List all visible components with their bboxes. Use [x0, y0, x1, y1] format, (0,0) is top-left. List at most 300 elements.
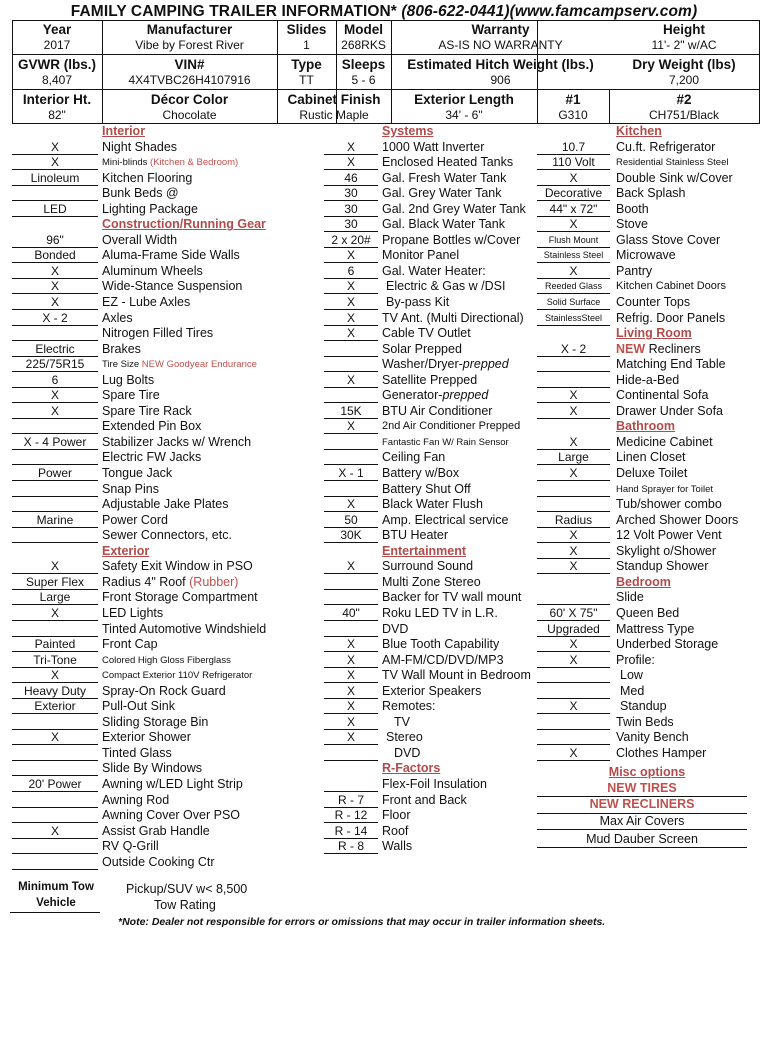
- type-label: Type: [291, 57, 322, 72]
- feature-label-highlight: (Kitchen & Bedroom): [150, 157, 239, 169]
- feature-label-text: Med: [620, 683, 645, 698]
- feature-value: Marine: [12, 513, 98, 528]
- feature-label: [616, 357, 726, 372]
- feature-label-text: Electric & Gas w /DSI: [386, 279, 506, 294]
- section-heading: Kitchen: [616, 124, 662, 138]
- feature-value: Linoleum: [12, 171, 98, 186]
- feature-label: [102, 140, 177, 155]
- feature-value: [12, 326, 98, 341]
- feature-label-text: Spare Tire: [102, 388, 160, 403]
- feature-label: [102, 404, 192, 419]
- section-heading: Bathroom: [616, 419, 676, 434]
- feature-value: X: [324, 279, 378, 294]
- feature-label: [616, 217, 648, 232]
- feature-label: [616, 637, 718, 652]
- feature-value: X: [537, 746, 610, 761]
- feature-label-text: Continental Sofa: [616, 388, 709, 403]
- feature-value: [324, 450, 378, 465]
- feature-label-text: Awning Rod: [102, 792, 170, 807]
- feature-value: Painted: [12, 637, 98, 652]
- feature-label-text: Deluxe Toilet: [616, 466, 688, 481]
- feature-value: [324, 342, 378, 357]
- feature-label: [382, 497, 483, 512]
- feature-label: [102, 373, 154, 388]
- feature-label-text: Flex-Foil Insulation: [382, 776, 487, 791]
- manufacturer-value: Vibe by Forest River: [135, 39, 244, 52]
- feature-label: [616, 342, 701, 357]
- feature-label: [616, 746, 706, 761]
- feature-label-text: Front Cap: [102, 637, 158, 652]
- feature-label-text: By-pass Kit: [386, 295, 450, 310]
- feature-label: [382, 808, 410, 823]
- feature-value: Reeded Glass: [537, 279, 610, 294]
- feature-label-text: Booth: [616, 201, 649, 216]
- feature-label-text: Power Cord: [102, 512, 168, 527]
- feature-label-text: Queen Bed: [616, 605, 680, 620]
- feature-label-text: Gal. Grey Water Tank: [382, 186, 502, 201]
- feature-label: [616, 730, 689, 745]
- feature-value: X: [324, 497, 378, 512]
- feature-label-text: Tinted Automotive Windshield: [102, 621, 267, 636]
- feature-label-text: Hand Sprayer for Toilet: [616, 483, 713, 495]
- section-heading: Systems: [382, 124, 434, 138]
- feature-label-text: Battery Shut Off: [382, 481, 471, 496]
- feature-label: [102, 295, 190, 310]
- feature-value: X: [324, 295, 378, 310]
- feature-label-text: Outside Cooking Ctr: [102, 854, 215, 869]
- feature-label: [102, 326, 213, 341]
- feature-value: 110 Volt: [537, 155, 610, 170]
- feature-value: [324, 777, 378, 792]
- feature-label-text: DVD: [394, 745, 421, 760]
- feature-label: [616, 279, 726, 294]
- feature-label: [382, 653, 504, 668]
- feature-label-text: TV Ant. (Multi Directional): [382, 310, 524, 325]
- feature-label: [382, 419, 520, 434]
- feature-value: [12, 450, 98, 465]
- vin-value: 4X4TVBC26H4107916: [128, 74, 251, 87]
- feature-label-italic: prepped: [462, 357, 509, 372]
- feature-label: [102, 606, 163, 621]
- feature-label: [102, 808, 240, 823]
- feature-label-text: Twin Beds: [616, 714, 674, 729]
- feature-label: [102, 824, 210, 839]
- feature-label-text: Back Splash: [616, 186, 686, 201]
- warranty-value: AS-IS NO WARRANTY: [438, 39, 563, 52]
- feature-value: X: [12, 606, 98, 621]
- feature-value: [12, 482, 98, 497]
- vin-label: VIN#: [174, 57, 205, 72]
- feature-label: [382, 155, 513, 170]
- feature-label-text: Extended Pin Box: [102, 419, 202, 434]
- feature-label: [102, 761, 202, 776]
- misc-option-item: Max Air Covers: [537, 814, 747, 831]
- feature-label-text: Ceiling Fan: [382, 450, 446, 465]
- feature-label: [102, 155, 238, 170]
- feature-label: [102, 202, 198, 217]
- feature-label: [102, 233, 177, 248]
- page-title: FAMILY CAMPING TRAILER INFORMATION* (806-622-0441)(www.famcampserv.com): [70, 3, 698, 20]
- feature-label: [102, 793, 169, 808]
- feature-label: [382, 684, 481, 699]
- section-heading: R-Factors: [382, 761, 441, 776]
- gvwr-value: 8,407: [41, 74, 73, 87]
- feature-label: [102, 450, 201, 465]
- feature-label-text: Microwave: [616, 248, 676, 263]
- feature-label: [382, 248, 459, 263]
- feature-label-text: Awning w/LED Light Strip: [102, 776, 243, 791]
- feature-value: X: [12, 404, 98, 419]
- feature-label-text: Lug Bolts: [102, 372, 155, 387]
- feature-label: [102, 746, 172, 761]
- feature-label: [616, 171, 733, 186]
- feature-label-text: Glass Stove Cover: [616, 232, 721, 247]
- feature-label-text: Tire Size: [102, 359, 142, 371]
- feature-value: 30: [324, 217, 378, 232]
- feature-value: Bonded: [12, 248, 98, 263]
- feature-label: [102, 777, 243, 792]
- feature-label-text: Axles: [102, 310, 133, 325]
- feature-label: [382, 606, 498, 621]
- feature-label-text: Stove: [616, 217, 648, 232]
- feature-label: [616, 404, 723, 419]
- feature-label: [616, 497, 722, 512]
- feature-label-text: TV: [394, 714, 410, 729]
- feature-label: [102, 388, 160, 403]
- feature-label-text: Pantry: [616, 263, 653, 278]
- feature-label: [382, 264, 486, 279]
- feature-label: [102, 513, 168, 528]
- feature-value: [537, 668, 610, 683]
- feature-label-text: Fantastic Fan W/ Rain Sensor: [382, 436, 509, 448]
- feature-label-text: Solar Prepped: [382, 341, 462, 356]
- feature-label: [102, 482, 159, 497]
- feature-value: [537, 590, 610, 605]
- feature-label: [616, 450, 686, 465]
- feature-value: [12, 186, 98, 201]
- feature-value: X: [537, 653, 610, 668]
- feature-label: [102, 528, 232, 543]
- feature-label: [382, 404, 492, 419]
- feature-label: [102, 715, 208, 730]
- feature-value: Tri-Tone: [12, 653, 98, 668]
- feature-value: [324, 482, 378, 497]
- feature-label-highlight: NEW: [616, 341, 646, 356]
- feature-value: Flush Mount: [537, 233, 610, 248]
- feature-label-text: 2nd Air Conditioner Prepped: [382, 420, 521, 433]
- feature-label: [382, 513, 508, 528]
- feature-value: X: [12, 295, 98, 310]
- feature-label: [102, 466, 172, 481]
- feature-label: [382, 326, 471, 341]
- feature-value: 2 x 20#: [324, 233, 378, 248]
- feature-label: [382, 559, 473, 574]
- feature-label: [102, 264, 203, 279]
- feature-value: X: [537, 388, 610, 403]
- feature-label-highlight: NEW Goodyear Endurance: [141, 359, 257, 371]
- feature-label-text: Skylight o/Shower: [616, 543, 717, 558]
- feature-value: X: [324, 668, 378, 683]
- exterior-length-label: Exterior Length: [414, 92, 514, 107]
- feature-label-text: Linen Closet: [616, 450, 686, 465]
- feature-label: [382, 730, 423, 745]
- feature-value: StainlessSteel: [537, 311, 610, 326]
- feature-label-text: Tub/shower combo: [616, 497, 722, 512]
- min-tow-value-2: Tow Rating: [154, 898, 216, 912]
- year-label: Year: [42, 22, 72, 37]
- feature-label-text: Standup Shower: [616, 559, 709, 574]
- cabinet-finish-label: Cabinet Finish: [287, 92, 381, 107]
- dry-weight-label: Dry Weight (lbs): [632, 57, 736, 72]
- feature-label: [102, 637, 158, 652]
- feature-label-text: Radius 4" Roof: [102, 574, 190, 589]
- feature-label-text: Spare Tire Rack: [102, 403, 192, 418]
- min-tow-value-1: Pickup/SUV w< 8,500: [126, 882, 248, 896]
- feature-label-text: Battery w/Box: [382, 466, 460, 481]
- color-1-label: #1: [565, 92, 581, 107]
- section-heading: Bedroom: [616, 574, 671, 589]
- feature-label-text: Arched Shower Doors: [616, 512, 739, 527]
- feature-value: X - 1: [324, 466, 378, 481]
- feature-value: 60' X 75": [537, 606, 610, 621]
- feature-label-text: AM-FM/CD/DVD/MP3: [382, 652, 504, 667]
- feature-label-text: Matching End Table: [616, 357, 726, 372]
- feature-label-text: Stabilizer Jacks w/ Wrench: [102, 434, 252, 449]
- feature-value: X: [537, 171, 610, 186]
- feature-value: X: [537, 544, 610, 559]
- feature-label-text: Lighting Package: [102, 201, 198, 216]
- feature-label: [616, 559, 708, 574]
- feature-label-text: Sliding Storage Bin: [102, 714, 209, 729]
- feature-label-text: Gal. Fresh Water Tank: [382, 170, 507, 185]
- misc-option-item: NEW RECLINERS: [537, 797, 747, 814]
- feature-label-text: Adjustable Jake Plates: [102, 497, 229, 512]
- feature-value: X: [324, 653, 378, 668]
- feature-label: [102, 684, 226, 699]
- feature-label-text: Mini-blinds: [102, 157, 151, 169]
- feature-value: [537, 730, 610, 745]
- feature-value: LED: [12, 202, 98, 217]
- feature-label-text: Nitrogen Filled Tires: [102, 326, 214, 341]
- feature-label-text: Double Sink w/Cover: [616, 170, 733, 185]
- feature-label: [382, 668, 531, 683]
- feature-value: X: [537, 435, 610, 450]
- feature-label-text: Gal. 2nd Grey Water Tank: [382, 201, 526, 216]
- interior-height-value: 82": [48, 109, 66, 122]
- feature-value: Decorative: [537, 186, 610, 201]
- feature-label: [382, 171, 506, 186]
- misc-option-item: Mud Dauber Screen: [537, 832, 747, 849]
- feature-label-text: Surround Sound: [382, 559, 474, 574]
- feature-value: Heavy Duty: [12, 684, 98, 699]
- feature-value: [12, 419, 98, 434]
- exterior-length-value: 34' - 6": [445, 109, 483, 122]
- feature-value: X: [12, 140, 98, 155]
- feature-label-text: Overall Width: [102, 232, 178, 247]
- feature-label-text: Refrig. Door Panels: [616, 310, 726, 325]
- feature-value: [324, 746, 378, 761]
- feature-label-text: EZ - Lube Axles: [102, 295, 191, 310]
- feature-label-text: Pull-Out Sink: [102, 699, 175, 714]
- feature-value: X: [537, 528, 610, 543]
- feature-label-text: Underbed Storage: [616, 637, 719, 652]
- feature-value: [324, 435, 378, 450]
- model-label: Model: [344, 22, 383, 37]
- feature-label: [382, 295, 449, 310]
- feature-label: [382, 528, 448, 543]
- feature-label: [616, 528, 722, 543]
- feature-label: [382, 793, 467, 808]
- feature-label: [616, 482, 713, 497]
- feature-label-text: Roof: [382, 823, 409, 838]
- feature-label: [382, 622, 408, 637]
- feature-label-text: Gal. Water Heater:: [382, 263, 486, 278]
- feature-label: [616, 140, 715, 155]
- feature-label: [616, 622, 694, 637]
- feature-value: R - 7: [324, 793, 378, 808]
- feature-label: [102, 622, 266, 637]
- feature-label-text: Kitchen Cabinet Doors: [616, 280, 727, 293]
- feature-value: 15K: [324, 404, 378, 419]
- feature-label: [382, 590, 521, 605]
- feature-value: R - 14: [324, 824, 378, 839]
- feature-label-text: Walls: [382, 839, 413, 854]
- feature-label-text: Compact Exterior 110V Refrigerator: [102, 670, 253, 682]
- feature-value: 96": [12, 233, 98, 248]
- feature-value: [324, 622, 378, 637]
- gvwr-label: GVWR (lbs.): [18, 57, 96, 72]
- feature-value: [12, 528, 98, 543]
- feature-label: [382, 839, 412, 854]
- feature-value: Exterior: [12, 699, 98, 714]
- feature-label: [102, 248, 240, 263]
- feature-label: [382, 637, 499, 652]
- feature-label-text: Recliners: [645, 341, 701, 356]
- feature-value: Solid Surface: [537, 295, 610, 310]
- height-value: 11'- 2" w/AC: [651, 39, 717, 52]
- feature-label: [382, 746, 420, 761]
- color-2-value: CH751/Black: [648, 109, 720, 122]
- feature-label: [616, 248, 676, 263]
- feature-value: X: [324, 637, 378, 652]
- feature-label-text: Satellite Prepped: [382, 372, 478, 387]
- feature-label: [382, 777, 487, 792]
- section-heading: Living Room: [616, 326, 692, 341]
- feature-label-text: Clothes Hamper: [616, 745, 707, 760]
- section-heading: Exterior: [102, 543, 150, 558]
- feature-label-text: Front Storage Compartment: [102, 590, 258, 605]
- feature-label-text: Electric FW Jacks: [102, 450, 202, 465]
- feature-value: 20' Power: [12, 777, 98, 792]
- misc-options-heading: Misc options: [608, 765, 686, 779]
- feature-value: X: [324, 155, 378, 170]
- feature-value: [537, 373, 610, 388]
- feature-label-text: Slide: [616, 590, 644, 605]
- feature-label: [382, 575, 481, 590]
- feature-value: [12, 839, 98, 854]
- feature-label: [616, 653, 655, 668]
- slides-value: 1: [303, 39, 310, 52]
- feature-value: 50: [324, 513, 378, 528]
- dry-weight-value: 7,200: [668, 74, 700, 87]
- feature-label-text: TV Wall Mount in Bedroom: [382, 668, 531, 683]
- misc-options: [537, 765, 757, 848]
- feature-label-text: Aluma-Frame Side Walls: [102, 248, 240, 263]
- feature-label: [102, 419, 201, 434]
- feature-value: X: [12, 559, 98, 574]
- feature-value: X - 2: [12, 311, 98, 326]
- feature-value: X: [12, 668, 98, 683]
- feature-label-text: Profile:: [616, 652, 655, 667]
- misc-option-item: NEW TIRES: [537, 781, 747, 798]
- feature-label-text: Bunk Beds @: [102, 186, 179, 201]
- feature-label: [102, 186, 179, 201]
- feature-value: X: [537, 217, 610, 232]
- feature-value: X: [324, 715, 378, 730]
- feature-label: [616, 155, 728, 170]
- feature-value: 225/75R15: [12, 357, 98, 372]
- feature-label: [102, 730, 191, 745]
- disclaimer-note: *Note: Dealer not responsible for errors or omissions that may occur in trailer information sheets.: [118, 916, 606, 928]
- feature-label-text: Propane Bottles w/Cover: [382, 232, 521, 247]
- feature-value: X: [12, 155, 98, 170]
- feature-label-text: Vanity Bench: [616, 730, 689, 745]
- feature-value: [537, 357, 610, 372]
- feature-label-text: Monitor Panel: [382, 248, 460, 263]
- feature-label-text: Exterior Shower: [102, 730, 191, 745]
- feature-label-text: Colored High Gloss Fiberglass: [102, 654, 231, 666]
- feature-value: X: [324, 311, 378, 326]
- feature-label: [382, 311, 524, 326]
- feature-label-text: 1000 Watt Inverter: [382, 139, 485, 154]
- feature-label-text: Remotes:: [382, 699, 436, 714]
- feature-label: [382, 357, 509, 372]
- feature-label-text: Hide-a-Bed: [616, 372, 680, 387]
- feature-label: [102, 559, 253, 574]
- feature-label: [382, 699, 436, 714]
- feature-label: [102, 357, 257, 372]
- feature-label: [382, 186, 501, 201]
- feature-value: R - 12: [324, 808, 378, 823]
- feature-label-text: Mattress Type: [616, 621, 695, 636]
- feature-value: X: [12, 279, 98, 294]
- feature-label-text: Slide By Windows: [102, 761, 203, 776]
- feature-value: Power: [12, 466, 98, 481]
- feature-label-italic: prepped: [442, 388, 489, 403]
- feature-label-text: Washer/Dryer-: [382, 357, 463, 372]
- feature-label-text: Black Water Flush: [382, 497, 483, 512]
- feature-label: [102, 311, 133, 326]
- feature-value: 44" x 72": [537, 202, 610, 217]
- feature-value: [12, 622, 98, 637]
- feature-label: [616, 684, 644, 699]
- feature-label: [102, 497, 228, 512]
- feature-label-text: Backer for TV wall mount: [382, 590, 522, 605]
- feature-label: [382, 373, 477, 388]
- section-heading: Entertainment: [382, 543, 467, 558]
- feature-value: [324, 575, 378, 590]
- feature-value: [12, 808, 98, 823]
- feature-label-text: Snap Pins: [102, 481, 159, 496]
- feature-label-text: Spray-On Rock Guard: [102, 683, 226, 698]
- feature-value: X: [324, 326, 378, 341]
- feature-value: X - 4 Power: [12, 435, 98, 450]
- section-heading: Construction/Running Gear: [102, 217, 266, 232]
- feature-value: [324, 357, 378, 372]
- feature-label: [616, 606, 679, 621]
- feature-label-text: BTU Air Conditioner: [382, 403, 493, 418]
- feature-label: [616, 233, 720, 248]
